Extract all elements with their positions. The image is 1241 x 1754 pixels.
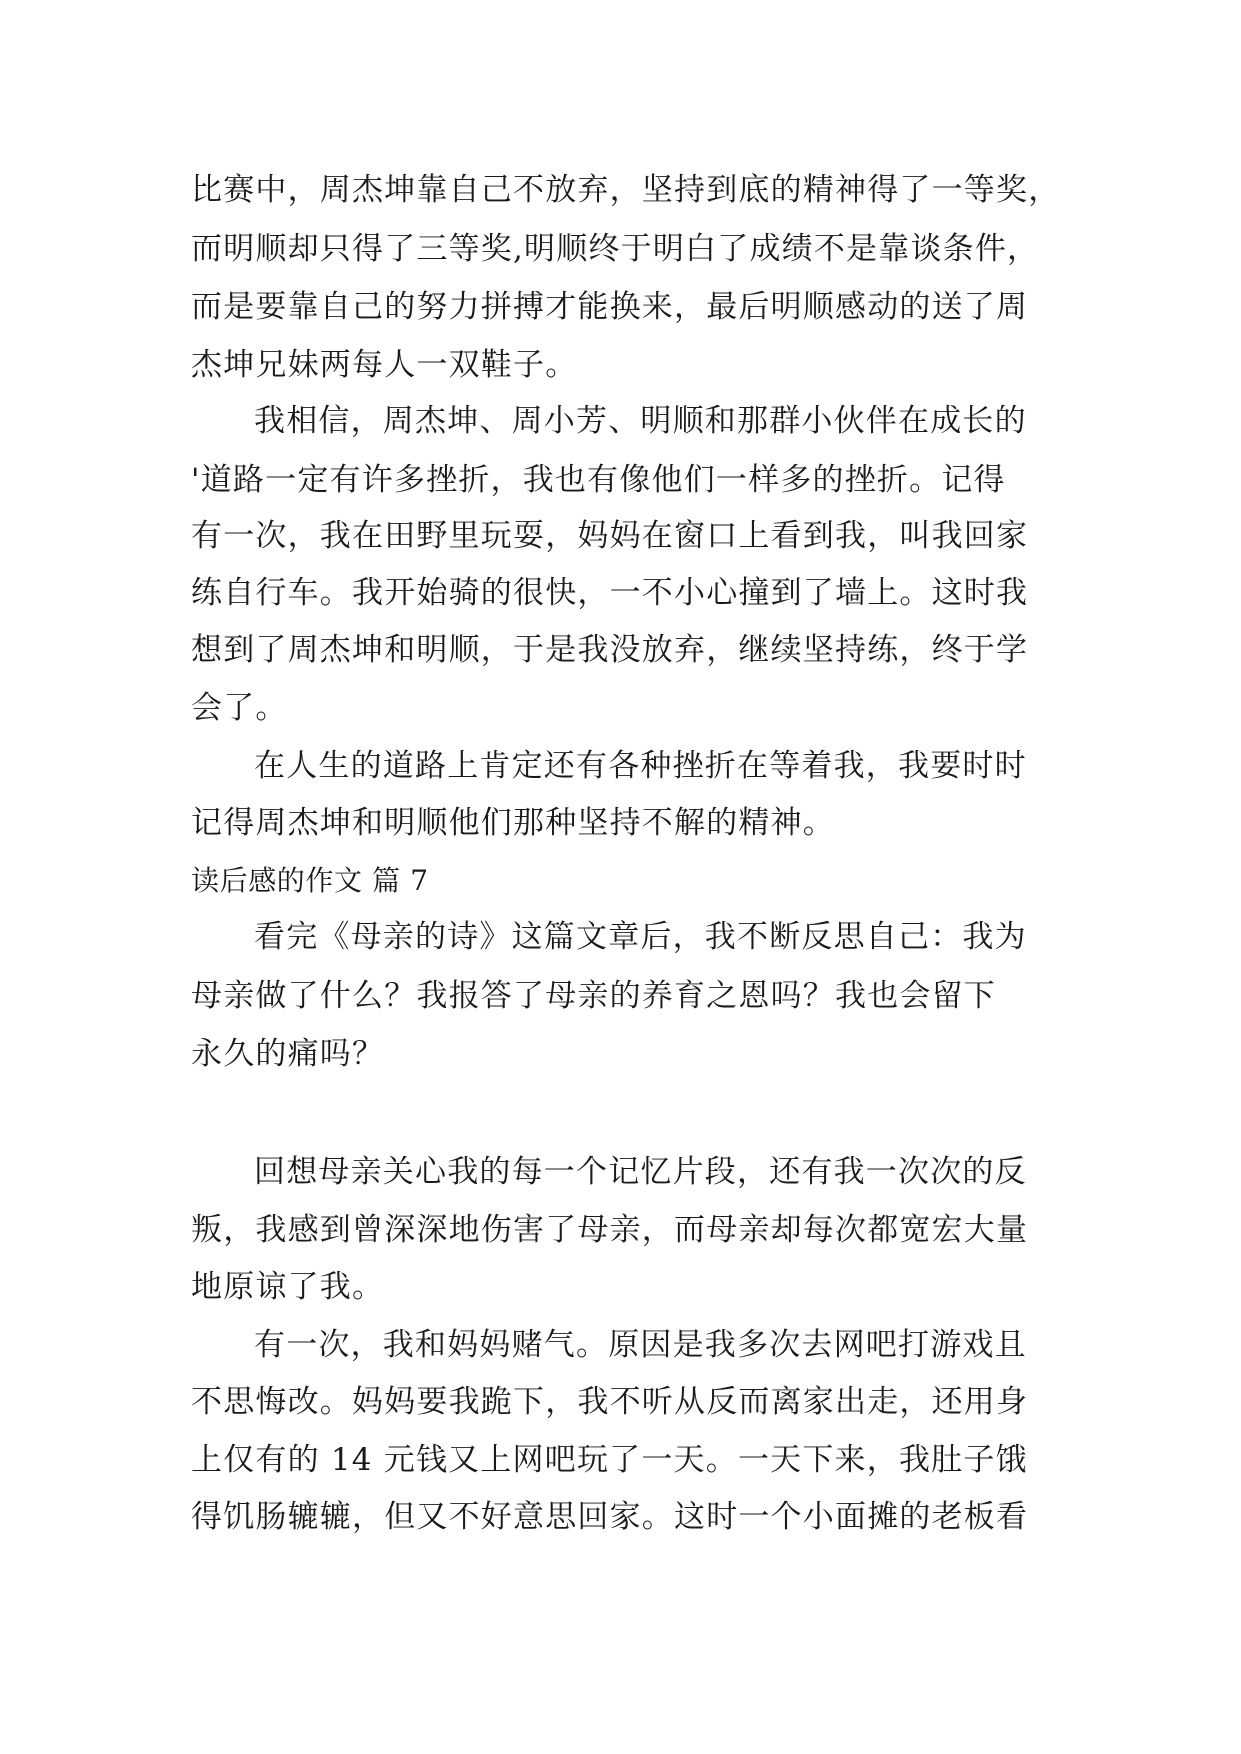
paragraph-first-line: 看完《母亲的诗》这篇文章后，我不断反思自己：我为 xyxy=(254,919,1027,955)
paragraph-first-line: 我相信，周杰坤、周小芳、明顺和那群小伙伴在成长的 xyxy=(254,403,1027,439)
text-line: 想到了周杰坤和明顺，于是我没放弃，继续坚持练，终于学 xyxy=(191,632,1029,668)
text-line: 杰坤兄妹两每人一双鞋子。 xyxy=(191,347,578,383)
text-line: 记得周杰坤和明顺他们那种坚持不解的精神。 xyxy=(191,805,835,841)
section-heading: 读后感的作文 篇 7 xyxy=(191,864,429,897)
text-line: 而是要靠自己的努力拼搏才能换来，最后明顺感动的送了周 xyxy=(191,289,1029,325)
text-line: 上仅有的 14 元钱又上网吧玩了一天。一天下来，我肚子饿 xyxy=(191,1442,1028,1478)
text-line: 练自行车。我开始骑的很快，一不小心撞到了墙上。这时我 xyxy=(191,575,1029,611)
text-line: 永久的痛吗？ xyxy=(191,1036,385,1072)
text-line: 叛，我感到曾深深地伤害了母亲，而母亲却每次都宽宏大量 xyxy=(191,1212,1029,1248)
text-line: '道路一定有许多挫折，我也有像他们一样多的挫折。记得 xyxy=(191,462,1006,498)
text-line: 会了。 xyxy=(191,690,288,726)
text-line: 得饥肠辘辘，但又不好意思回家。这时一个小面摊的老板看 xyxy=(191,1499,1029,1535)
text-line: 而明顺却只得了三等奖,明顺终于明白了成绩不是靠谈条件， xyxy=(191,231,1040,267)
text-line: 有一次，我在田野里玩耍，妈妈在窗口上看到我，叫我回家 xyxy=(191,518,1029,554)
paragraph-first-line: 有一次，我和妈妈赌气。原因是我多次去网吧打游戏且 xyxy=(254,1327,1027,1363)
paragraph-first-line: 在人生的道路上肯定还有各种挫折在等着我，我要时时 xyxy=(254,748,1027,784)
paragraph-first-line: 回想母亲关心我的每一个记忆片段，还有我一次次的反 xyxy=(254,1154,1027,1190)
text-line: 不思悔改。妈妈要我跪下，我不听从反而离家出走，还用身 xyxy=(191,1384,1029,1420)
text-line: 比赛中，周杰坤靠自己不放弃，坚持到底的精神得了一等奖， xyxy=(191,172,1061,208)
text-line: 地原谅了我。 xyxy=(191,1269,385,1305)
text-line: 母亲做了什么？我报答了母亲的养育之恩吗？我也会留下 xyxy=(191,978,996,1014)
